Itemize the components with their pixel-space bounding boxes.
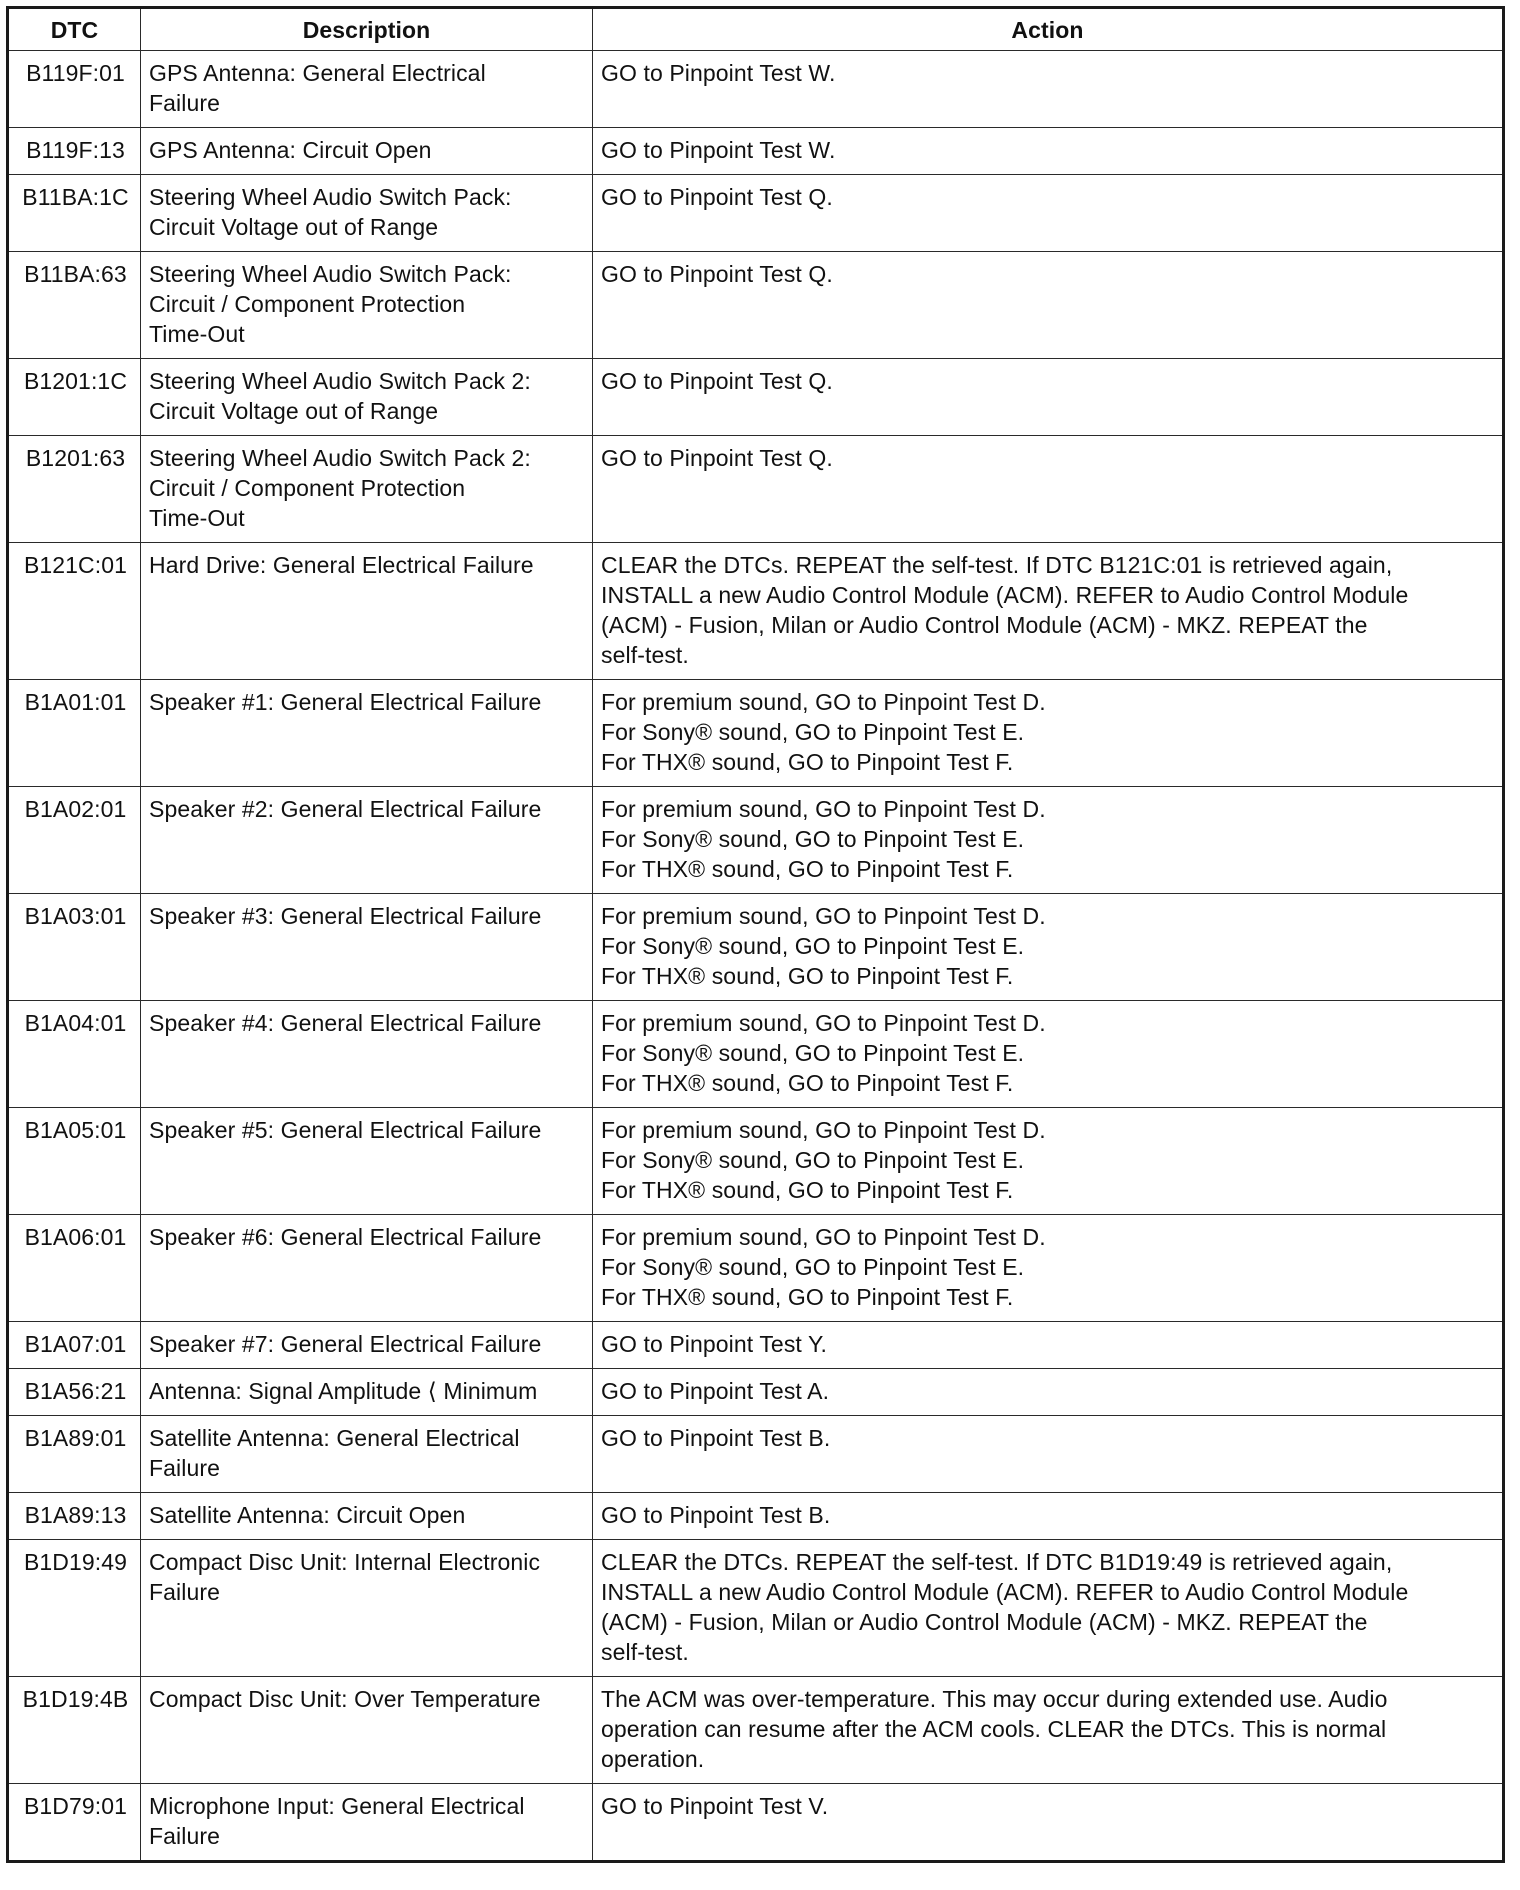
- table-row: [8, 1677, 1504, 1784]
- description-cell: [141, 175, 593, 252]
- dtc-code-cell: B1D79:01: [8, 1784, 141, 1862]
- table-row: [8, 1540, 1504, 1677]
- description-line: Steering Wheel Audio Switch Pack:: [149, 261, 512, 287]
- action-line: For Sony® sound, GO to Pinpoint Test E.: [601, 826, 1025, 852]
- header-dtc: DTC: [8, 8, 141, 51]
- description-cell: [141, 128, 593, 175]
- description-line: Compact Disc Unit: Internal Electronic: [149, 1549, 541, 1575]
- table-row: [8, 175, 1504, 252]
- action-line: INSTALL a new Audio Control Module (ACM). REFER to Audio Control Module: [601, 1579, 1409, 1605]
- table-row: [8, 359, 1504, 436]
- table-row: [8, 436, 1504, 543]
- dtc-code-cell: B1A06:01: [8, 1215, 141, 1322]
- description-line: GPS Antenna: Circuit Open: [149, 137, 432, 163]
- action-line: For premium sound, GO to Pinpoint Test D.: [601, 796, 1046, 822]
- dtc-table: [6, 6, 1505, 1863]
- description-line: Antenna: Signal Amplitude ⟨ Minimum: [149, 1378, 538, 1404]
- table-row: [8, 1784, 1504, 1862]
- action-line: For THX® sound, GO to Pinpoint Test F.: [601, 1070, 1014, 1096]
- table-row: [8, 1322, 1504, 1369]
- action-cell: [593, 1215, 1504, 1322]
- action-line: GO to Pinpoint Test Q.: [601, 445, 833, 471]
- description-cell: [141, 1493, 593, 1540]
- action-cell: [593, 1540, 1504, 1677]
- description-line: Circuit Voltage out of Range: [149, 398, 439, 424]
- description-cell: [141, 894, 593, 1001]
- dtc-code-cell: B1A89:01: [8, 1416, 141, 1493]
- description-line: Speaker #4: General Electrical Failure: [149, 1010, 542, 1036]
- description-line: Failure: [149, 1823, 221, 1849]
- description-cell: [141, 1784, 593, 1862]
- table-row: [8, 1493, 1504, 1540]
- dtc-code-cell: B1A03:01: [8, 894, 141, 1001]
- action-cell: [593, 543, 1504, 680]
- action-line: For premium sound, GO to Pinpoint Test D.: [601, 1224, 1046, 1250]
- table-row: [8, 543, 1504, 680]
- dtc-code-cell: B11BA:1C: [8, 175, 141, 252]
- action-line: For THX® sound, GO to Pinpoint Test F.: [601, 1177, 1014, 1203]
- description-line: Microphone Input: General Electrical: [149, 1793, 525, 1819]
- description-cell: [141, 680, 593, 787]
- action-line: For premium sound, GO to Pinpoint Test D.: [601, 1117, 1046, 1143]
- dtc-code-cell: B1A04:01: [8, 1001, 141, 1108]
- description-line: Speaker #7: General Electrical Failure: [149, 1331, 542, 1357]
- header-action: Action: [593, 8, 1504, 51]
- action-line: GO to Pinpoint Test W.: [601, 60, 836, 86]
- table-row: [8, 128, 1504, 175]
- dtc-code-cell: B1201:1C: [8, 359, 141, 436]
- table-row: [8, 894, 1504, 1001]
- action-cell: [593, 680, 1504, 787]
- description-line: Failure: [149, 1579, 221, 1605]
- dtc-code-cell: B119F:01: [8, 51, 141, 128]
- action-cell: [593, 436, 1504, 543]
- dtc-code-cell: B1A05:01: [8, 1108, 141, 1215]
- description-line: Satellite Antenna: General Electrical: [149, 1425, 520, 1451]
- action-line: GO to Pinpoint Test Q.: [601, 261, 833, 287]
- action-line: self-test.: [601, 1639, 689, 1665]
- description-line: Steering Wheel Audio Switch Pack 2:: [149, 445, 531, 471]
- table-row: [8, 1416, 1504, 1493]
- dtc-code-cell: B1201:63: [8, 436, 141, 543]
- description-cell: [141, 1322, 593, 1369]
- action-cell: [593, 894, 1504, 1001]
- action-line: CLEAR the DTCs. REPEAT the self-test. If DTC B121C:01 is retrieved again,: [601, 552, 1393, 578]
- action-line: operation can resume after the ACM cools. CLEAR the DTCs. This is normal: [601, 1716, 1387, 1742]
- description-cell: [141, 1677, 593, 1784]
- action-line: GO to Pinpoint Test W.: [601, 137, 836, 163]
- action-line: For Sony® sound, GO to Pinpoint Test E.: [601, 1254, 1025, 1280]
- description-line: Compact Disc Unit: Over Temperature: [149, 1686, 541, 1712]
- description-line: Speaker #3: General Electrical Failure: [149, 903, 542, 929]
- description-cell: [141, 1416, 593, 1493]
- action-line: CLEAR the DTCs. REPEAT the self-test. If DTC B1D19:49 is retrieved again,: [601, 1549, 1393, 1575]
- action-line: For premium sound, GO to Pinpoint Test D.: [601, 689, 1046, 715]
- action-line: (ACM) - Fusion, Milan or Audio Control Module (ACM) - MKZ. REPEAT the: [601, 1609, 1368, 1635]
- action-line: For premium sound, GO to Pinpoint Test D.: [601, 1010, 1046, 1036]
- dtc-code-cell: B121C:01: [8, 543, 141, 680]
- description-cell: [141, 252, 593, 359]
- action-line: For premium sound, GO to Pinpoint Test D.: [601, 903, 1046, 929]
- table-row: [8, 1215, 1504, 1322]
- header-description: Description: [141, 8, 593, 51]
- table-row: [8, 1108, 1504, 1215]
- action-line: operation.: [601, 1746, 705, 1772]
- action-cell: [593, 51, 1504, 128]
- dtc-code-cell: B1A01:01: [8, 680, 141, 787]
- action-line: self-test.: [601, 642, 689, 668]
- action-line: For THX® sound, GO to Pinpoint Test F.: [601, 1284, 1014, 1310]
- action-line: The ACM was over-temperature. This may occur during extended use. Audio: [601, 1686, 1388, 1712]
- description-line: Speaker #5: General Electrical Failure: [149, 1117, 542, 1143]
- action-line: GO to Pinpoint Test V.: [601, 1793, 829, 1819]
- table-row: [8, 680, 1504, 787]
- dtc-code-cell: B1A89:13: [8, 1493, 141, 1540]
- action-line: For Sony® sound, GO to Pinpoint Test E.: [601, 1040, 1025, 1066]
- action-line: INSTALL a new Audio Control Module (ACM). REFER to Audio Control Module: [601, 582, 1409, 608]
- action-line: For Sony® sound, GO to Pinpoint Test E.: [601, 719, 1025, 745]
- description-cell: [141, 1108, 593, 1215]
- description-line: Time-Out: [149, 321, 245, 347]
- action-line: (ACM) - Fusion, Milan or Audio Control Module (ACM) - MKZ. REPEAT the: [601, 612, 1368, 638]
- action-line: For THX® sound, GO to Pinpoint Test F.: [601, 963, 1014, 989]
- action-line: For THX® sound, GO to Pinpoint Test F.: [601, 856, 1014, 882]
- action-cell: [593, 1001, 1504, 1108]
- action-cell: [593, 1416, 1504, 1493]
- dtc-code-cell: B1A02:01: [8, 787, 141, 894]
- action-cell: [593, 252, 1504, 359]
- description-line: Speaker #6: General Electrical Failure: [149, 1224, 542, 1250]
- description-cell: [141, 1369, 593, 1416]
- action-line: For Sony® sound, GO to Pinpoint Test E.: [601, 1147, 1025, 1173]
- action-cell: [593, 175, 1504, 252]
- description-line: Circuit / Component Protection: [149, 475, 466, 501]
- action-cell: [593, 787, 1504, 894]
- action-line: GO to Pinpoint Test Q.: [601, 368, 833, 394]
- action-line: For THX® sound, GO to Pinpoint Test F.: [601, 749, 1014, 775]
- action-cell: [593, 1322, 1504, 1369]
- dtc-code-cell: B1D19:4B: [8, 1677, 141, 1784]
- table-row: [8, 1001, 1504, 1108]
- table-row: [8, 252, 1504, 359]
- description-cell: [141, 51, 593, 128]
- action-cell: [593, 128, 1504, 175]
- description-line: Speaker #2: General Electrical Failure: [149, 796, 542, 822]
- dtc-code-cell: B1A07:01: [8, 1322, 141, 1369]
- description-line: Time-Out: [149, 505, 245, 531]
- action-cell: [593, 1493, 1504, 1540]
- action-line: GO to Pinpoint Test B.: [601, 1425, 831, 1451]
- description-line: Failure: [149, 1455, 221, 1481]
- table-row: [8, 787, 1504, 894]
- table-row: [8, 51, 1504, 128]
- dtc-code-cell: B119F:13: [8, 128, 141, 175]
- description-cell: [141, 543, 593, 680]
- action-line: For Sony® sound, GO to Pinpoint Test E.: [601, 933, 1025, 959]
- description-cell: [141, 1540, 593, 1677]
- action-cell: [593, 1677, 1504, 1784]
- description-line: Circuit / Component Protection: [149, 291, 466, 317]
- action-cell: [593, 359, 1504, 436]
- description-line: Satellite Antenna: Circuit Open: [149, 1502, 466, 1528]
- table-header: [8, 8, 1504, 51]
- table-row: [8, 1369, 1504, 1416]
- description-line: Steering Wheel Audio Switch Pack 2:: [149, 368, 531, 394]
- dtc-code-cell: B1A56:21: [8, 1369, 141, 1416]
- action-line: GO to Pinpoint Test A.: [601, 1378, 830, 1404]
- description-line: Steering Wheel Audio Switch Pack:: [149, 184, 512, 210]
- action-line: GO to Pinpoint Test Q.: [601, 184, 833, 210]
- description-line: GPS Antenna: General Electrical: [149, 60, 486, 86]
- table-body: [8, 51, 1504, 1862]
- action-cell: [593, 1108, 1504, 1215]
- description-cell: [141, 1001, 593, 1108]
- header-row: [8, 8, 1504, 51]
- description-cell: [141, 359, 593, 436]
- dtc-code-cell: B11BA:63: [8, 252, 141, 359]
- dtc-code-cell: B1D19:49: [8, 1540, 141, 1677]
- description-line: Speaker #1: General Electrical Failure: [149, 689, 542, 715]
- description-line: Failure: [149, 90, 221, 116]
- description-cell: [141, 787, 593, 894]
- description-line: Circuit Voltage out of Range: [149, 214, 439, 240]
- description-line: Hard Drive: General Electrical Failure: [149, 552, 534, 578]
- action-line: GO to Pinpoint Test Y.: [601, 1331, 827, 1357]
- description-cell: [141, 1215, 593, 1322]
- action-cell: [593, 1369, 1504, 1416]
- description-cell: [141, 436, 593, 543]
- action-line: GO to Pinpoint Test B.: [601, 1502, 831, 1528]
- action-cell: [593, 1784, 1504, 1862]
